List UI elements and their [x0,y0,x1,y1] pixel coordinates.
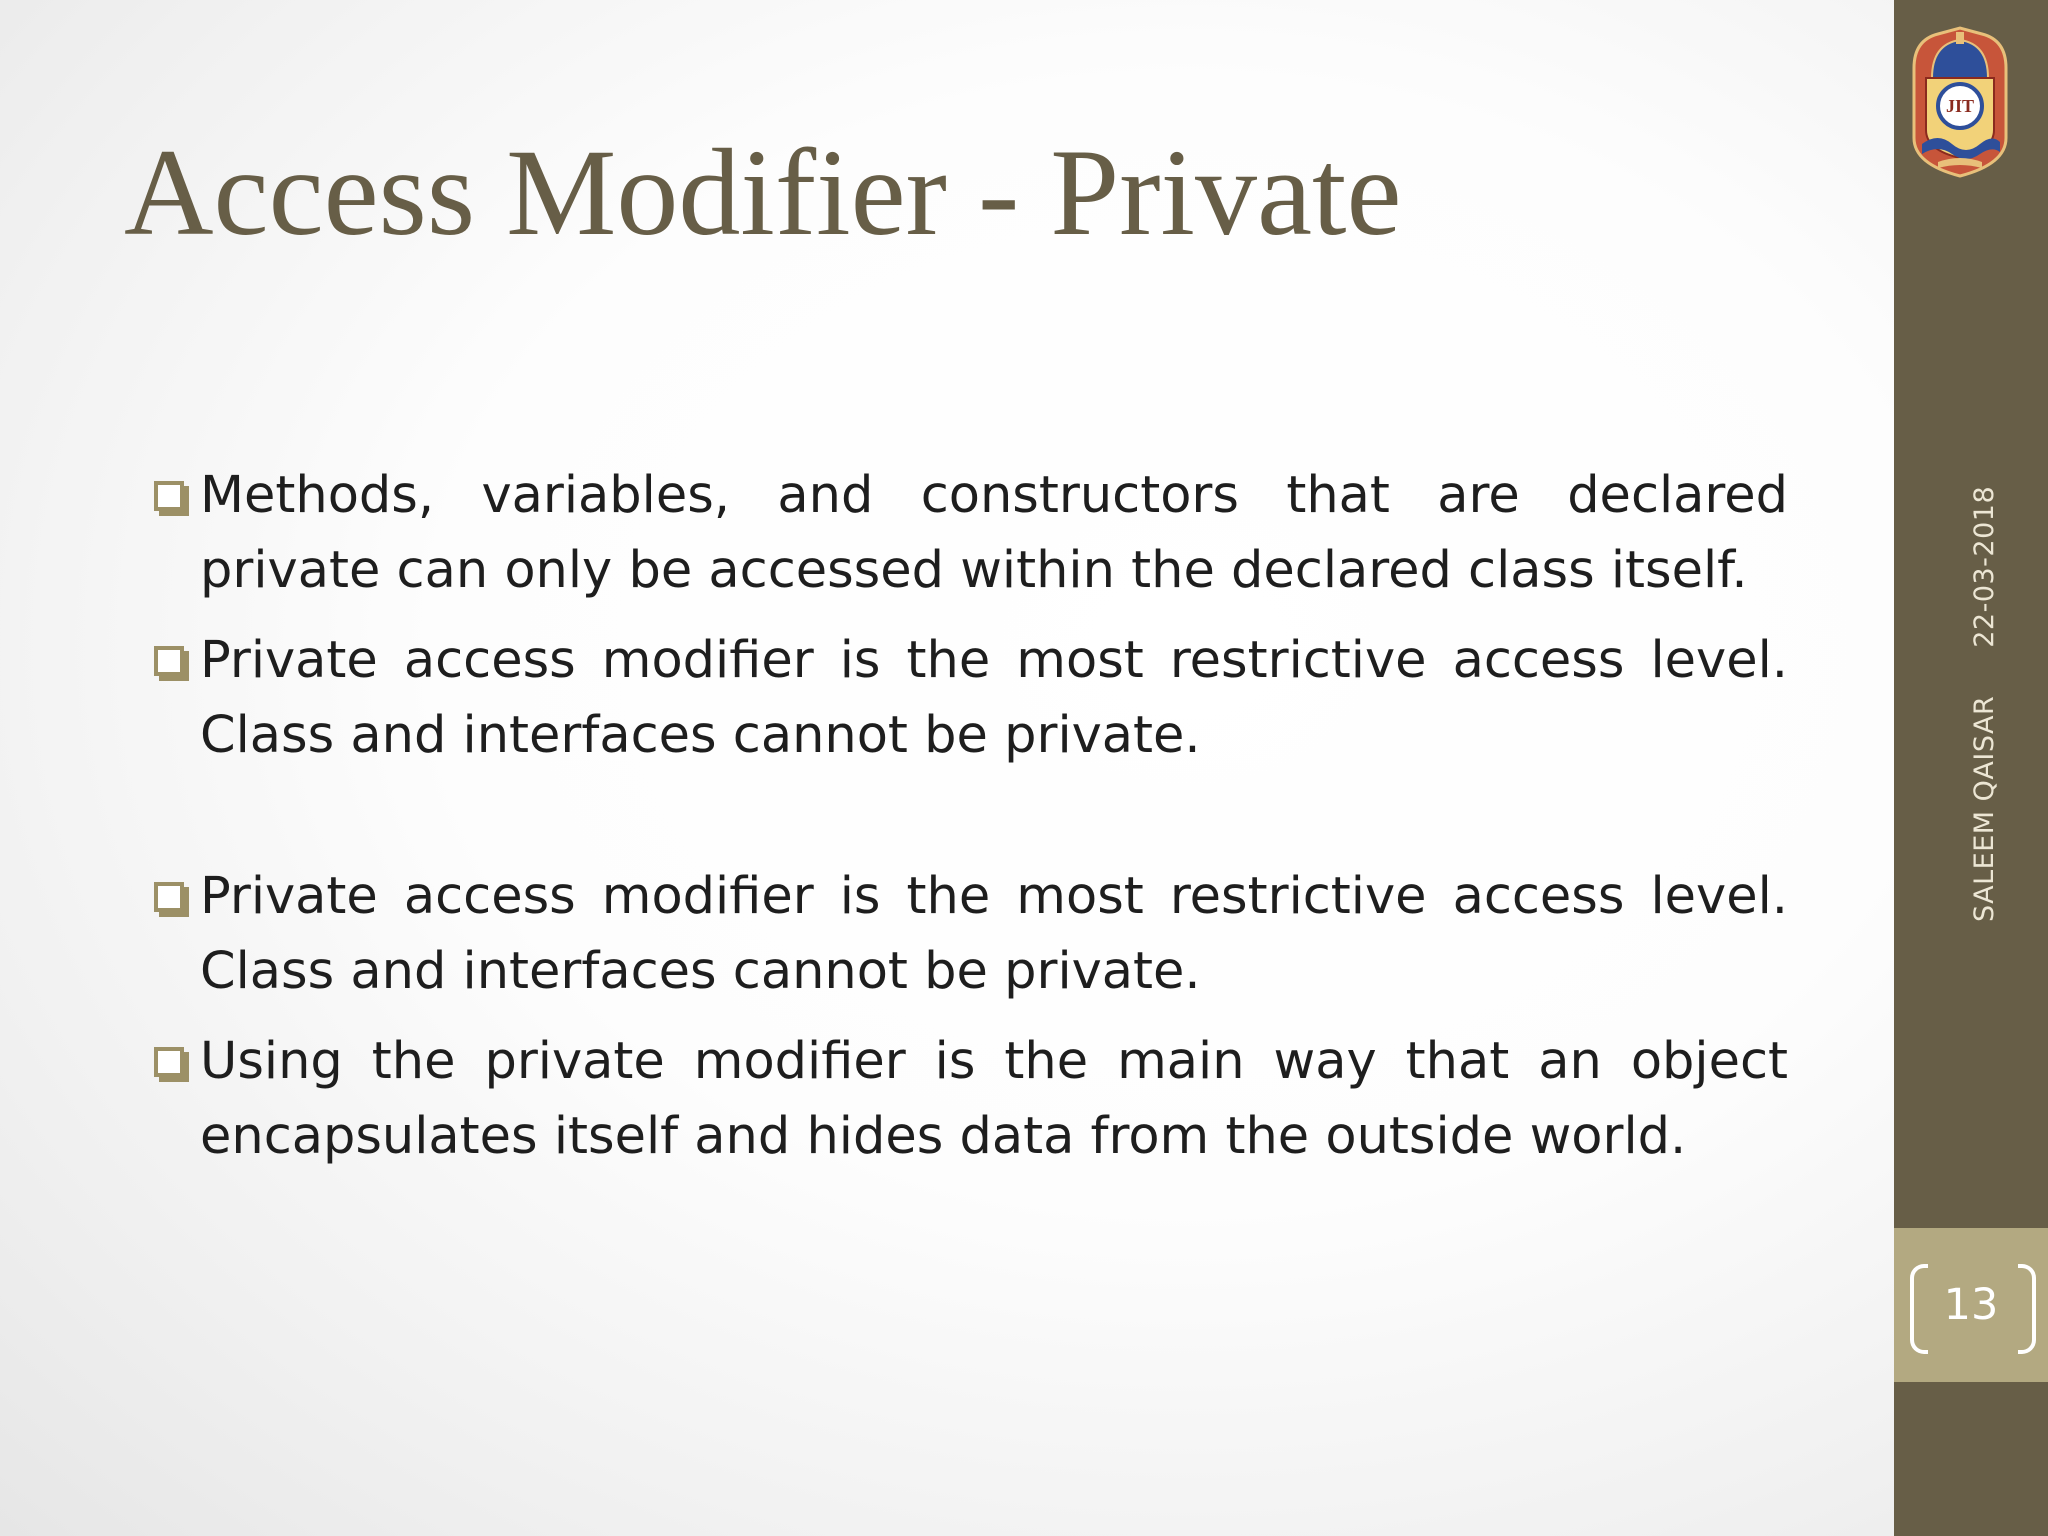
bullet-text: Methods, variables, and constructors that are declared private can only be accessed within the declared class itself. [200,466,1788,600]
bullet-item [152,859,1788,1009]
logo-text: JIT [1945,96,1974,116]
bullet-item [152,458,1788,608]
square-bullet-icon [154,882,184,912]
bullet-item [152,1024,1788,1174]
page-number-box [1894,1228,2048,1382]
slide-title: Access Modifier - Private [124,124,1402,261]
square-bullet-icon [154,646,184,676]
square-bullet-icon [154,1047,184,1077]
slide-date: 22-03-2018 [1969,485,2000,648]
bullet-text: Private access modifier is the most restrictive access level. Class and interfaces cannot be private. [200,631,1788,765]
bullet-text: Private access modifier is the most restrictive access level. Class and interfaces cannot be private. [200,867,1788,1001]
bullet-item [152,623,1788,773]
bullet-text: Using the private modifier is the main way that an object encapsulates itself and hides data from the outside world. [200,1032,1788,1166]
institution-logo [1908,26,2012,178]
square-bullet-icon [154,481,184,511]
page-number: 13 [1943,1280,1999,1330]
author-name: SALEEM QAISAR [1969,695,2000,922]
footer-vertical [1965,485,2005,922]
bullet-list [152,458,1788,1189]
